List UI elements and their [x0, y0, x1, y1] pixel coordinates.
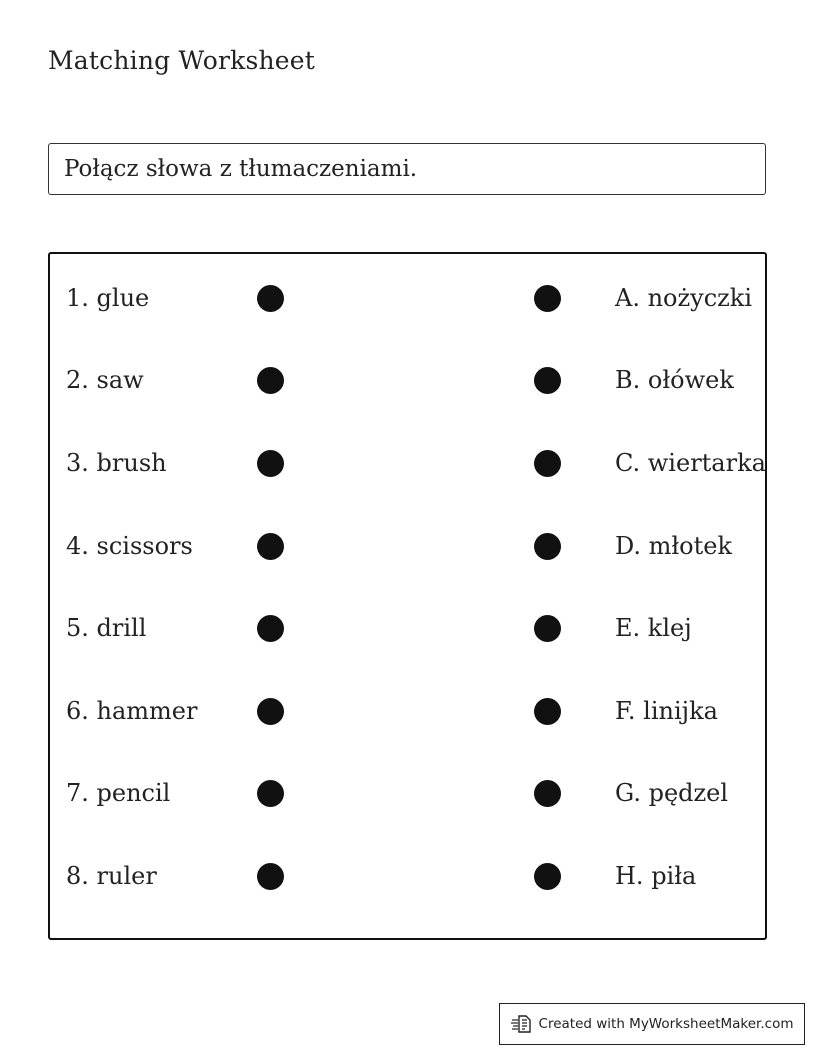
left-word: 3. brush [66, 449, 167, 477]
right-word: E. klej [615, 614, 692, 642]
instructions-box [48, 143, 766, 195]
right-dot[interactable] [534, 863, 561, 890]
footer-text: Created with MyWorksheetMaker.com [538, 1016, 794, 1032]
right-word: F. linijka [615, 697, 718, 725]
right-word: C. wiertarka [615, 449, 766, 477]
left-dot[interactable] [257, 698, 284, 725]
right-dot[interactable] [534, 285, 561, 312]
left-word: 6. hammer [66, 697, 198, 725]
match-row [50, 278, 765, 318]
footer-badge[interactable] [499, 1003, 805, 1045]
left-word: 1. glue [66, 284, 150, 312]
left-word: 2. saw [66, 366, 144, 394]
match-row [50, 443, 765, 483]
left-word: 7. pencil [66, 779, 171, 807]
right-dot[interactable] [534, 533, 561, 560]
match-row [50, 856, 765, 896]
match-row [50, 360, 765, 400]
right-word: A. nożyczki [615, 284, 753, 312]
right-dot[interactable] [534, 615, 561, 642]
right-word: B. ołówek [615, 366, 734, 394]
left-dot[interactable] [257, 450, 284, 477]
left-dot[interactable] [257, 367, 284, 394]
left-dot[interactable] [257, 285, 284, 312]
right-dot[interactable] [534, 367, 561, 394]
match-row [50, 691, 765, 731]
matching-area [48, 252, 767, 940]
right-word: G. pędzel [615, 779, 729, 807]
left-dot[interactable] [257, 863, 284, 890]
left-dot[interactable] [257, 780, 284, 807]
right-dot[interactable] [534, 780, 561, 807]
left-word: 4. scissors [66, 532, 193, 560]
left-word: 8. ruler [66, 862, 157, 890]
worksheet-maker-logo-icon [511, 1014, 533, 1034]
right-dot[interactable] [534, 450, 561, 477]
right-dot[interactable] [534, 698, 561, 725]
match-row [50, 526, 765, 566]
left-dot[interactable] [257, 615, 284, 642]
right-word: D. młotek [615, 532, 733, 560]
right-word: H. piła [615, 862, 697, 890]
match-row [50, 773, 765, 813]
left-dot[interactable] [257, 533, 284, 560]
instructions-text: Połącz słowa z tłumaczeniami. [64, 156, 418, 182]
left-word: 5. drill [66, 614, 147, 642]
worksheet-title: Matching Worksheet [48, 46, 316, 75]
match-row [50, 608, 765, 648]
